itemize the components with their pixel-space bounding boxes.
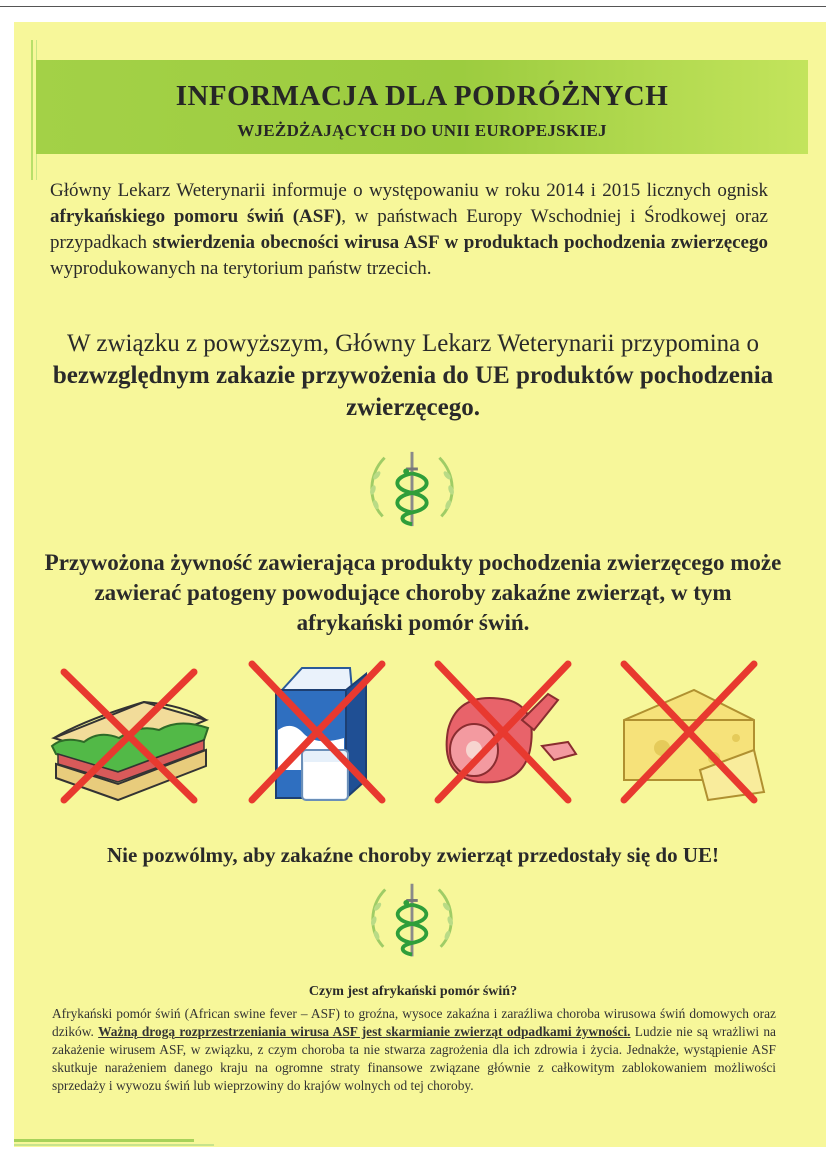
reminder-text: W związku z powyższym, Główny Lekarz Weterynarii przypomina o: [67, 330, 759, 357]
page-subtitle: WJEŻDŻAJĄCYCH DO UNII EUROPEJSKIEJ: [237, 121, 607, 140]
intro-bold: stwierdzenia obecności wirusa ASF w produktach pochodzenia zwierzęcego: [152, 232, 768, 253]
asf-info-text: Afrykański pomór świń (African swine fever – ASF) to groźna, wysoce zakaźna i zaraźliwa choroba wirusowa świń domowych oraz dzików.: [52, 1006, 776, 1039]
reminder-paragraph: [40, 328, 786, 424]
decorative-line: [31, 40, 33, 180]
page-title: INFORMACJA DLA PODRÓŻNYCH: [175, 80, 669, 112]
intro-text: wyprodukowanych na terytorium państw trzecich.: [50, 258, 432, 279]
ham-icon: [418, 650, 588, 810]
intro-text: , w państwach Europy Wschodniej i Środkowej oraz przypadkach: [50, 206, 768, 253]
asf-info-body: [52, 1005, 776, 1095]
top-rule: [0, 6, 826, 7]
asf-info-underlined: Ważną drogą rozprzestrzeniania wirusa ASF jest skarmianie zwierząt odpadkami żywności.: [98, 1024, 631, 1039]
reminder-bold: bezwzględnym zakazie przywożenia do UE produktów pochodzenia zwierzęcego.: [52, 362, 774, 421]
intro-bold: afrykańskiego pomoru świń (ASF): [50, 206, 342, 227]
veterinary-emblem-icon: [362, 878, 462, 964]
pathogen-warning: Przywożona żywność zawierająca produkty pochodzenia zwierzęcego może zawierać patogeny powodujące choroby zakaźne zwierząt, w tym afrykański pomór świń.: [44, 550, 782, 635]
cheese-icon: [604, 650, 774, 810]
slogan: Nie pozwólmy, aby zakaźne choroby zwierząt przedostały się do UE!: [106, 843, 720, 867]
milk-icon: [232, 650, 402, 810]
intro-paragraph: [50, 178, 768, 282]
sandwich-icon: [44, 650, 214, 810]
header-banner: [36, 60, 808, 154]
intro-text: Główny Lekarz Weterynarii informuje o występowaniu w roku 2014 i 2015 licznych ognisk: [50, 180, 768, 201]
decorative-line: [14, 1144, 214, 1146]
asf-info-text: Ludzie nie są wrażliwi na zakażenie wirusem ASF, w związku, z czym choroba ta nie stwarza zagrożenia dla ich zdrowia i życia. Jednakże, wystąpienie ASF skutkuje narażeniem danego kraju na ogromne straty finansowe związane głównie z całkowitym zablokowaniem możliwości sprzedaży i wywozu świń lub wieprzowiny do krajów wolnych od tej choroby.: [52, 1024, 776, 1093]
decorative-line: [14, 1139, 194, 1142]
asf-info-title: Czym jest afrykański pomór świń?: [308, 984, 518, 999]
veterinary-emblem-icon: [362, 446, 462, 534]
